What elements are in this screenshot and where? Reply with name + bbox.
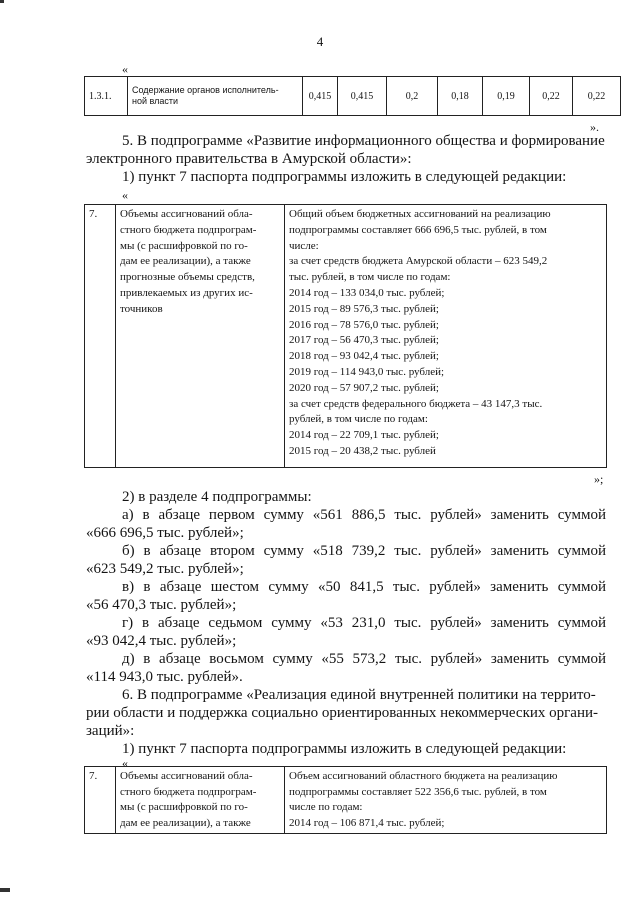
passport-title-line: Объемы ассигнований обла- (120, 208, 253, 220)
row-number: 1.3.1. (85, 77, 128, 116)
row-value: 0,22 (573, 77, 621, 116)
page-number: 4 (316, 34, 324, 49)
passport-title-line: дам ее реализации), а также (120, 255, 251, 268)
paragraph-6-line: рии области и поддержка социально ориентированных некоммерческих органи- (86, 705, 598, 721)
amendment-line: б) в абзаце втором сумму «518 739,2 тыс. рублей» заменить суммой (122, 543, 606, 559)
passport-table (84, 204, 607, 468)
close-quote: ». (590, 120, 599, 134)
paragraph-5-line: 5. В подпрограмме «Развитие информационного общества и формирование (122, 133, 605, 149)
passport-title-line: мы (с расшифровкой по го- (120, 239, 248, 252)
passport-item-title (116, 205, 285, 468)
paragraph-5-item: 1) пункт 7 паспорта подпрограммы изложить в следующей редакции: (122, 169, 567, 185)
passport-content-line: подпрограммы составляет 666 696,5 тыс. рублей, в том (289, 223, 547, 236)
passport-content-line: 2014 год – 133 034,0 тыс. рублей; (289, 286, 445, 299)
row-value: 0,22 (530, 77, 573, 116)
passport-title-line: Объемы ассигнований обла- (120, 770, 253, 782)
passport-content-line: подпрограммы составляет 522 356,6 тыс. рублей, в том (289, 785, 547, 798)
row-value: 0,2 (387, 77, 438, 116)
scan-edge-mark (0, 0, 4, 3)
passport-content-line: 2017 год – 56 470,3 тыс. рублей; (289, 334, 439, 347)
passport-content-line: 2020 год – 57 907,2 тыс. рублей; (289, 381, 439, 394)
open-quote: « (122, 188, 128, 202)
passport-title-line: мы (с расшифровкой по го- (120, 801, 248, 813)
amendment-line: а) в абзаце первом сумму «561 886,5 тыс. рублей» заменить суммой (122, 507, 606, 523)
passport-title-line: точников (120, 302, 163, 315)
row-value: 0,415 (303, 77, 338, 116)
passport-content-line: 2015 год – 20 438,2 тыс. рублей (289, 444, 436, 457)
amendment-line: «666 696,5 тыс. рублей»; (86, 525, 244, 541)
passport-title-line: стного бюджета подпрограм- (120, 223, 257, 236)
passport-item-number: 7. (85, 767, 116, 834)
passport-title-line: прогнозные объемы средств, (120, 271, 255, 284)
amendment-line: д) в абзаце восьмом сумму «55 573,2 тыс. рублей» заменить суммой (122, 651, 606, 667)
scan-edge-mark (0, 888, 10, 892)
passport-content-line: 2014 год – 22 709,1 тыс. рублей; (289, 429, 439, 442)
row-value: 0,18 (438, 77, 483, 116)
passport-content-line: 2018 год – 93 042,4 тыс. рублей; (289, 350, 439, 363)
amendment-line: «114 943,0 тыс. рублей». (86, 669, 243, 685)
passport-table (84, 766, 607, 834)
section-4-intro: 2) в разделе 4 подпрограммы: (122, 489, 312, 505)
passport-title-line: стного бюджета подпрограм- (120, 785, 257, 798)
passport-content-line: за счет средств федерального бюджета – 43 147,3 тыс. (289, 397, 543, 410)
close-quote: »; (594, 472, 604, 486)
passport-content-line: 2014 год – 106 871,4 тыс. рублей; (289, 816, 445, 829)
passport-title-line: привлекаемых из других ис- (120, 286, 253, 299)
paragraph-6-item: 1) пункт 7 паспорта подпрограммы изложить в следующей редакции: (122, 741, 567, 757)
passport-item-content (285, 205, 607, 468)
passport-content-line: 2015 год – 89 576,3 тыс. рублей; (289, 302, 439, 315)
row-table (84, 76, 621, 116)
passport-item-content (285, 767, 607, 834)
paragraph-6-line: 6. В подпрограмме «Реализация единой внутренней политики на террито- (122, 687, 596, 703)
paragraph-6-line: заций»: (86, 723, 135, 739)
open-quote: « (122, 62, 128, 76)
row-value: 0,415 (338, 77, 387, 116)
passport-content-line: Общий объем бюджетных ассигнований на реализацию (289, 208, 551, 220)
passport-content-line: числе: (289, 239, 319, 252)
amendment-line: «56 470,3 тыс. рублей»; (86, 597, 237, 613)
passport-content-line: за счет средств бюджета Амурской области – 623 549,2 (289, 255, 548, 268)
row-value: 0,19 (483, 77, 530, 116)
passport-content-line: 2016 год – 78 576,0 тыс. рублей; (289, 318, 439, 331)
passport-title-line: дам ее реализации), а также (120, 816, 251, 829)
row-description-line: Содержание органов исполнитель- (132, 85, 279, 95)
amendment-line: в) в абзаце шестом сумму «50 841,5 тыс. рублей» заменить суммой (122, 579, 606, 595)
amendment-line: г) в абзаце седьмом сумму «53 231,0 тыс. рублей» заменить суммой (122, 615, 606, 631)
row-description-line: ной власти (132, 96, 178, 106)
amendment-line: «93 042,4 тыс. рублей»; (86, 633, 237, 649)
passport-content-line: 2019 год – 114 943,0 тыс. рублей; (289, 365, 445, 378)
passport-content-line: рублей, в том числе по годам: (289, 413, 428, 426)
paragraph-5-line: электронного правительства в Амурской области»: (86, 151, 412, 167)
passport-content-line: Объем ассигнований областного бюджета на реализацию (289, 770, 558, 782)
passport-content-line: тыс. рублей, в том числе по годам: (289, 271, 451, 284)
open-quote: « (122, 756, 128, 770)
row-description (128, 77, 303, 116)
passport-item-number: 7. (85, 205, 116, 468)
passport-content-line: числе по годам: (289, 801, 363, 813)
passport-item-title (116, 767, 285, 834)
amendment-line: «623 549,2 тыс. рублей»; (86, 561, 244, 577)
